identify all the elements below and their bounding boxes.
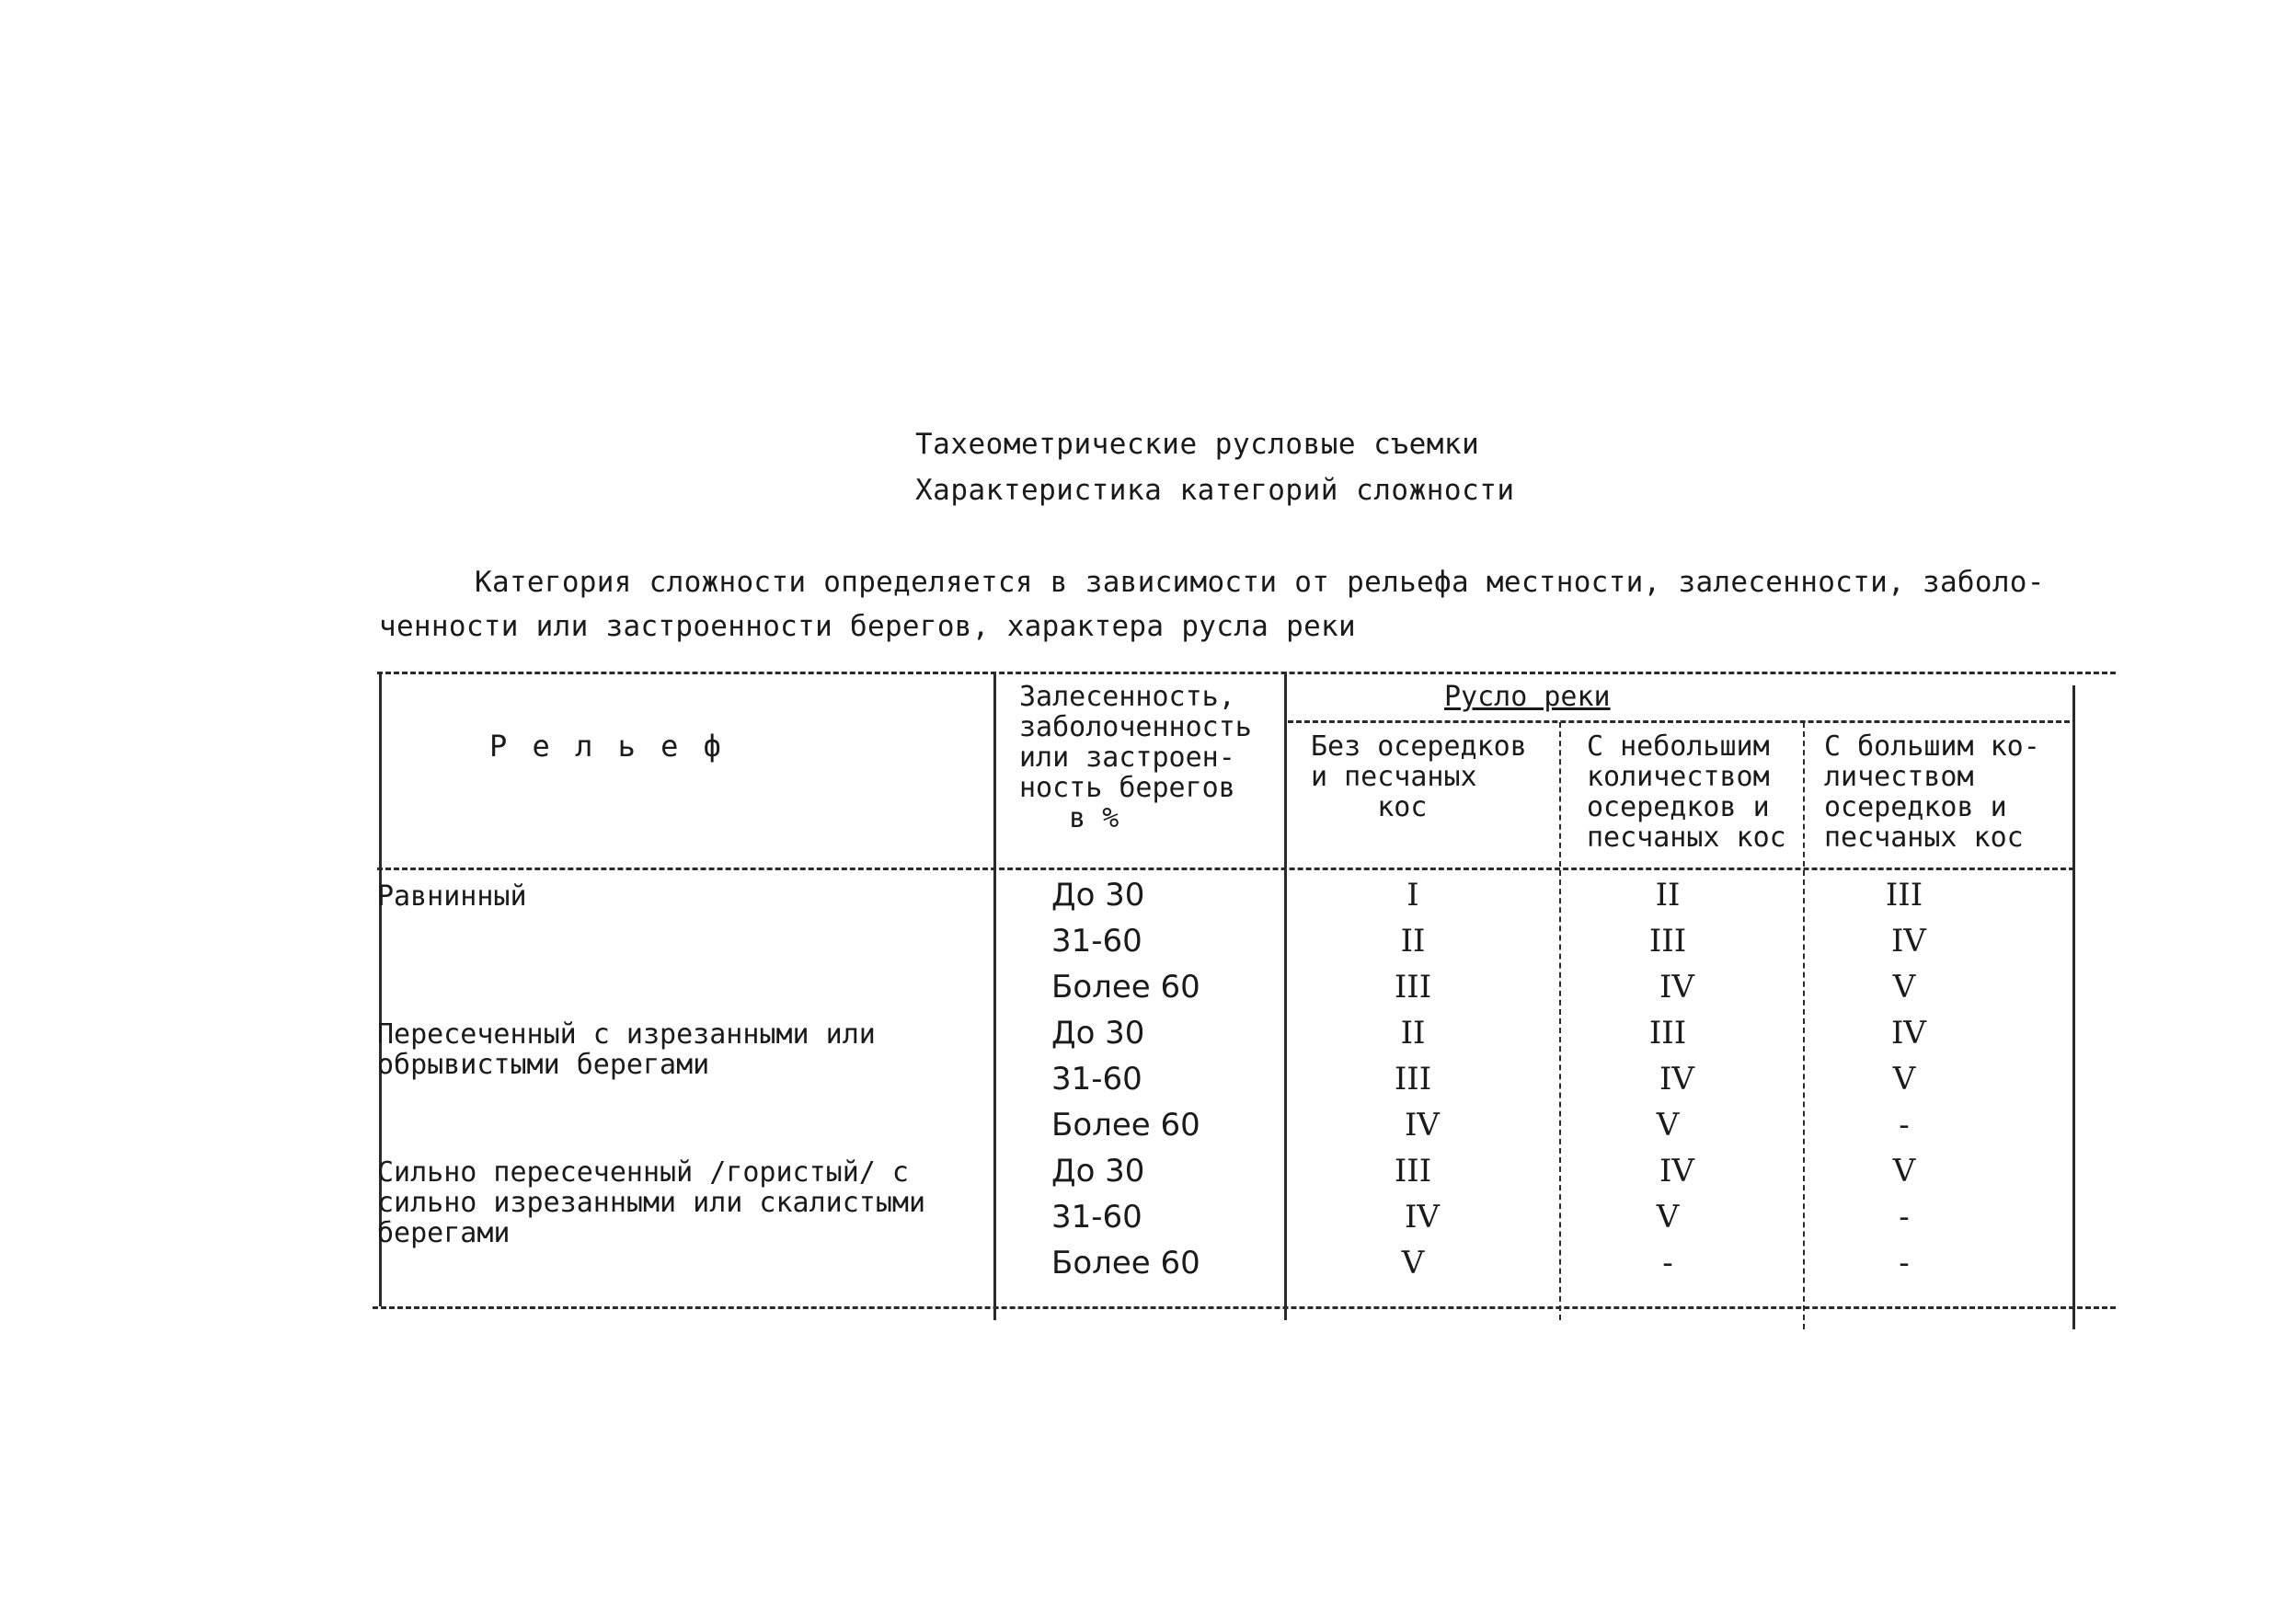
- header-relief: Р е л ь е ф: [489, 729, 725, 764]
- category-cell: IV: [1659, 1061, 1694, 1098]
- forest-cell: 31-60: [1051, 923, 1142, 960]
- forest-cell: До 30: [1051, 877, 1145, 914]
- col-divider-riverbed: [1284, 672, 1287, 1320]
- category-cell: IV: [1659, 1153, 1694, 1190]
- forest-cell: Более 60: [1051, 969, 1200, 1006]
- category-cell: -: [1662, 1245, 1673, 1281]
- relief-cell: Равнинный: [377, 880, 527, 913]
- header-bottom-border: [377, 868, 2074, 870]
- category-cell: II: [1655, 877, 1681, 914]
- forest-cell: До 30: [1051, 1015, 1145, 1052]
- category-cell: -: [1899, 1199, 1910, 1235]
- relief-cell: Пересеченный с изрезанными или обрывистыми берегами: [377, 1018, 876, 1081]
- riverbed-header-divider: [1288, 720, 2070, 723]
- forest-cell: До 30: [1051, 1153, 1145, 1190]
- col-divider-2: [1559, 722, 1561, 1320]
- document-subtitle: Характеристика категорий сложности: [915, 474, 1515, 507]
- col-divider-3: [1803, 722, 1805, 1329]
- category-cell: III: [1885, 877, 1923, 914]
- category-cell: V: [1401, 1245, 1425, 1281]
- category-cell: IV: [1891, 1015, 1926, 1052]
- category-cell: III: [1394, 969, 1432, 1006]
- table-top-border: [377, 672, 2116, 674]
- category-cell: -: [1899, 1245, 1910, 1281]
- category-cell: V: [1892, 1061, 1916, 1098]
- category-cell: V: [1892, 1153, 1916, 1190]
- category-cell: V: [1656, 1107, 1680, 1144]
- relief-cell: Сильно пересеченный /гористый/ с сильно изрезанными или скалистыми берегами: [377, 1156, 926, 1249]
- header-forest: Залесенность, заболоченность или застроен- ность берегов в %: [1019, 681, 1252, 834]
- intro-line-2: ченности или застроенности берегов, характера русла реки: [379, 610, 1356, 643]
- header-col-1: Без осередков и песчаных кос: [1311, 730, 1527, 823]
- table-bottom-border: [373, 1306, 2116, 1309]
- category-cell: IV: [1659, 969, 1694, 1006]
- category-cell: III: [1648, 1015, 1687, 1052]
- header-riverbed: Русло реки: [1444, 681, 1611, 713]
- forest-cell: 31-60: [1051, 1061, 1142, 1098]
- category-cell: II: [1400, 923, 1426, 960]
- category-cell: V: [1656, 1199, 1680, 1235]
- category-cell: V: [1892, 969, 1916, 1006]
- category-cell: -: [1899, 1107, 1910, 1144]
- header-col-2: С небольшим количеством осередков и песчаных кос: [1587, 730, 1786, 854]
- forest-cell: Более 60: [1051, 1245, 1200, 1281]
- category-cell: I: [1406, 877, 1419, 914]
- category-cell: IV: [1405, 1107, 1440, 1144]
- document-title: Тахеометрические русловые съемки: [915, 428, 1480, 461]
- category-cell: III: [1394, 1153, 1432, 1190]
- intro-line-1: Категория сложности определяется в зависимости от рельефа местности, залесенности, заболо-: [475, 566, 2045, 599]
- table-right-border: [2072, 685, 2075, 1329]
- forest-cell: Более 60: [1051, 1107, 1200, 1144]
- header-col-3: С большим ко- личеством осередков и песчаных кос: [1824, 730, 2040, 854]
- forest-cell: 31-60: [1051, 1199, 1142, 1235]
- col-divider-forest: [993, 672, 996, 1320]
- category-cell: II: [1400, 1015, 1426, 1052]
- category-cell: III: [1394, 1061, 1432, 1098]
- category-cell: III: [1648, 923, 1687, 960]
- category-cell: IV: [1891, 923, 1926, 960]
- category-cell: IV: [1405, 1199, 1440, 1235]
